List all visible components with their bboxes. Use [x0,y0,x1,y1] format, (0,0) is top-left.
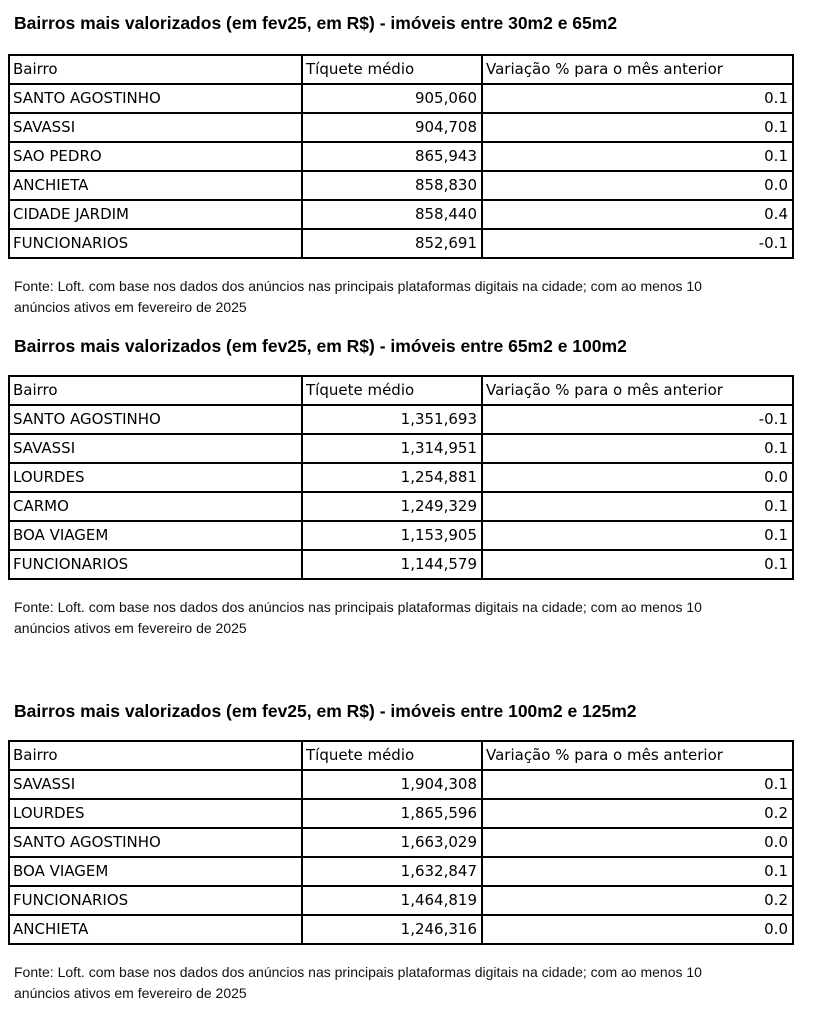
table-row [9,492,793,521]
cell-ticket: 1,464,819 [302,886,482,915]
source-line: anúncios ativos em fevereiro de 2025 [14,299,247,315]
column-header-bairro: Bairro [9,55,302,84]
table-row [9,521,793,550]
cell-bairro: SAVASSI [9,770,302,799]
source-line: Fonte: Loft. com base nos dados dos anúncios nas principais plataformas digitais na cidade; com ao menos 10 [14,964,702,980]
cell-ticket: 1,246,316 [302,915,482,944]
cell-ticket: 858,440 [302,200,482,229]
column-header-variation: Variação % para o mês anterior [482,376,793,405]
cell-ticket: 904,708 [302,113,482,142]
cell-ticket: 1,351,693 [302,405,482,434]
cell-ticket: 1,904,308 [302,770,482,799]
source-note [14,276,814,318]
cell-variation: 0.1 [482,492,793,521]
cell-ticket: 905,060 [302,84,482,113]
table-row [9,142,793,171]
column-header-variation: Variação % para o mês anterior [482,741,793,770]
cell-variation: 0.1 [482,857,793,886]
table-row [9,915,793,944]
section-title: Bairros mais valorizados (em fev25, em R$) - imóveis entre 65m2 e 100m2 [14,336,627,356]
source-line: Fonte: Loft. com base nos dados dos anúncios nas principais plataformas digitais na cidade; com ao menos 10 [14,278,702,294]
cell-bairro: SANTO AGOSTINHO [9,828,302,857]
cell-variation: 0.2 [482,886,793,915]
cell-variation: 0.1 [482,113,793,142]
cell-ticket: 1,249,329 [302,492,482,521]
valuation-table [8,54,794,259]
table-row [9,405,793,434]
table-row [9,200,793,229]
header-row [9,376,793,405]
table-row [9,229,793,258]
cell-bairro: SANTO AGOSTINHO [9,405,302,434]
valuation-table [8,375,794,580]
valuation-table [8,740,794,945]
cell-bairro: LOURDES [9,463,302,492]
cell-ticket: 858,830 [302,171,482,200]
cell-bairro: FUNCIONARIOS [9,550,302,579]
cell-variation: 0.0 [482,171,793,200]
source-line: anúncios ativos em fevereiro de 2025 [14,620,247,636]
cell-bairro: FUNCIONARIOS [9,886,302,915]
cell-variation: 0.0 [482,915,793,944]
cell-bairro: SAO PEDRO [9,142,302,171]
cell-variation: 0.1 [482,770,793,799]
cell-bairro: SAVASSI [9,113,302,142]
table-row [9,434,793,463]
cell-ticket: 1,632,847 [302,857,482,886]
cell-ticket: 1,144,579 [302,550,482,579]
table-row [9,770,793,799]
section-title: Bairros mais valorizados (em fev25, em R$) - imóveis entre 30m2 e 65m2 [14,13,618,33]
column-header-ticket: Tíquete médio [302,741,482,770]
source-line: anúncios ativos em fevereiro de 2025 [14,985,247,1001]
cell-variation: 0.1 [482,521,793,550]
cell-bairro: ANCHIETA [9,171,302,200]
cell-bairro: SANTO AGOSTINHO [9,84,302,113]
cell-variation: 0.1 [482,84,793,113]
cell-bairro: SAVASSI [9,434,302,463]
cell-bairro: LOURDES [9,799,302,828]
cell-variation: -0.1 [482,229,793,258]
table-row [9,171,793,200]
table-row [9,857,793,886]
cell-ticket: 852,691 [302,229,482,258]
cell-variation: 0.0 [482,828,793,857]
source-line: Fonte: Loft. com base nos dados dos anúncios nas principais plataformas digitais na cidade; com ao menos 10 [14,599,702,615]
column-header-bairro: Bairro [9,741,302,770]
cell-variation: 0.0 [482,463,793,492]
cell-bairro: ANCHIETA [9,915,302,944]
column-header-variation: Variação % para o mês anterior [482,55,793,84]
cell-variation: 0.1 [482,142,793,171]
header-row [9,741,793,770]
cell-variation: 0.1 [482,434,793,463]
table-row [9,828,793,857]
cell-bairro: CIDADE JARDIM [9,200,302,229]
cell-variation: -0.1 [482,405,793,434]
cell-variation: 0.4 [482,200,793,229]
cell-variation: 0.1 [482,550,793,579]
cell-ticket: 1,254,881 [302,463,482,492]
cell-ticket: 1,153,905 [302,521,482,550]
table-row [9,886,793,915]
cell-ticket: 1,865,596 [302,799,482,828]
column-header-bairro: Bairro [9,376,302,405]
cell-ticket: 1,314,951 [302,434,482,463]
source-note [14,962,814,1004]
source-note [14,597,814,639]
column-header-ticket: Tíquete médio [302,55,482,84]
table-row [9,463,793,492]
header-row [9,55,793,84]
table-row [9,84,793,113]
cell-bairro: BOA VIAGEM [9,857,302,886]
table-row [9,799,793,828]
cell-variation: 0.2 [482,799,793,828]
cell-ticket: 1,663,029 [302,828,482,857]
table-row [9,113,793,142]
column-header-ticket: Tíquete médio [302,376,482,405]
cell-ticket: 865,943 [302,142,482,171]
cell-bairro: CARMO [9,492,302,521]
section-title: Bairros mais valorizados (em fev25, em R$) - imóveis entre 100m2 e 125m2 [14,701,637,721]
table-row [9,550,793,579]
cell-bairro: BOA VIAGEM [9,521,302,550]
cell-bairro: FUNCIONARIOS [9,229,302,258]
